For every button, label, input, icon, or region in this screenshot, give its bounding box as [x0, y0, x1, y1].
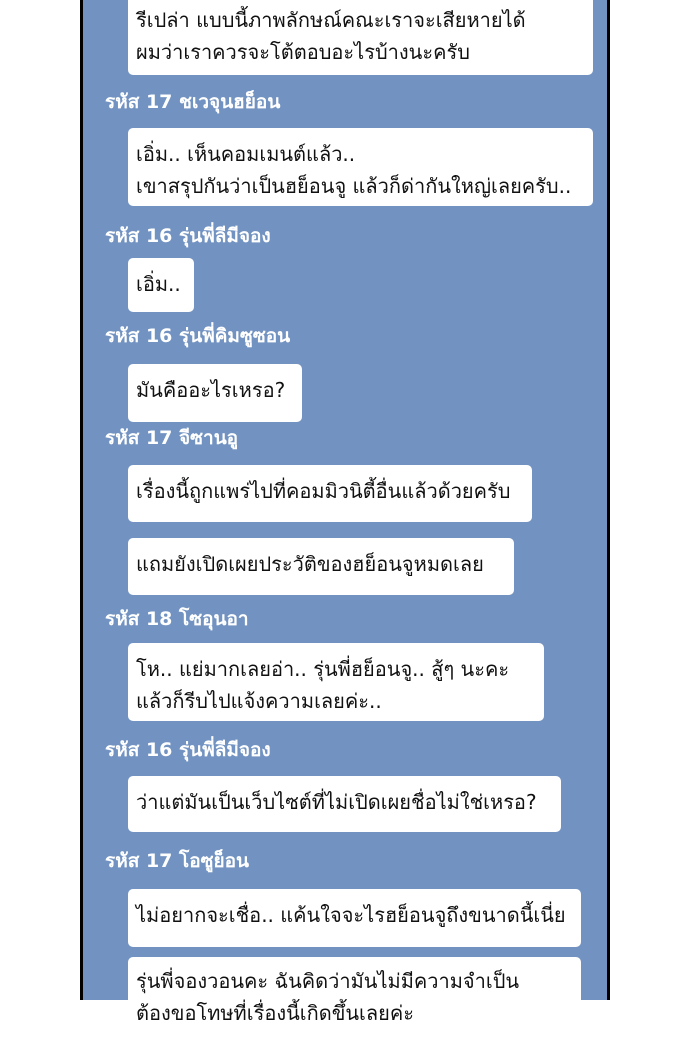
- message-bubble: [128, 957, 581, 1047]
- message-text: รีเปล่า แบบนี้ภาพลักษณ์คณะเราจะเสียหายได้: [136, 8, 526, 32]
- message-bubble: [128, 128, 593, 206]
- message-text: แล้วก็รีบไปแจ้งความเลยค่ะ..: [136, 689, 382, 713]
- message-bubble: [128, 0, 593, 75]
- message-text: รุ่นพี่จองวอนคะ ฉันคิดว่ามันไม่มีความจำเป็น: [136, 969, 520, 993]
- sender-name: รหัส 17 จีซานอู: [105, 427, 239, 449]
- message-bubble: [128, 258, 194, 312]
- message-bubble: [128, 889, 581, 947]
- message-text: เอิ่ม.. เห็นคอมเมนต์แล้ว..: [136, 142, 356, 166]
- sender-name: รหัส 16 รุ่นพี่คิมซูซอน: [105, 325, 291, 347]
- message-text: ต้องขอโทษที่เรื่องนี้เกิดขึ้นเลยค่ะ: [136, 1001, 414, 1025]
- sender-name: รหัส 16 รุ่นพี่ลีมีจอง: [105, 739, 271, 761]
- message-text: เอิ่ม..: [136, 272, 181, 296]
- message-bubble: [128, 465, 532, 522]
- sender-name: รหัส 17 โอซูย็อน: [105, 850, 250, 872]
- message-text: มันคืออะไรเหรอ?: [136, 378, 286, 402]
- message-bubble: [128, 643, 544, 721]
- message-text: ว่าแต่มันเป็นเว็บไซต์ที่ไม่เปิดเผยชื่อไม่ใช่เหรอ?: [136, 790, 537, 814]
- sender-name: รหัส 16 รุ่นพี่ลีมีจอง: [105, 225, 271, 247]
- message-text: แถมยังเปิดเผยประวัติของฮย็อนจูหมดเลย: [136, 552, 484, 576]
- message-text: ผมว่าเราควรจะโต้ตอบอะไรบ้างนะครับ: [136, 40, 470, 64]
- message-bubble: [128, 776, 561, 832]
- message-bubble: [128, 364, 302, 422]
- sender-name: รหัส 17 ชเวจุนฮย็อน: [105, 91, 281, 113]
- message-text: เขาสรุปกันว่าเป็นฮย็อนจู แล้วก็ด่ากันใหญ่เลยครับ..: [136, 174, 572, 198]
- message-text: ไม่อยากจะเชื่อ.. แค้นใจจะไรฮย็อนจูถึงขนาดนี้เนี่ย: [136, 903, 566, 927]
- message-bubble: [128, 538, 514, 595]
- chat-panel: [80, 0, 610, 1025]
- message-text: โห.. แย่มากเลยอ่า.. รุ่นพี่ฮย็อนจู.. สู้ๆ นะคะ: [136, 657, 510, 681]
- message-text: เรื่องนี้ถูกแพร่ไปที่คอมมิวนิตี้อื่นแล้วด้วยครับ: [136, 479, 511, 503]
- sender-name: รหัส 18 โซอุนอา: [105, 608, 249, 630]
